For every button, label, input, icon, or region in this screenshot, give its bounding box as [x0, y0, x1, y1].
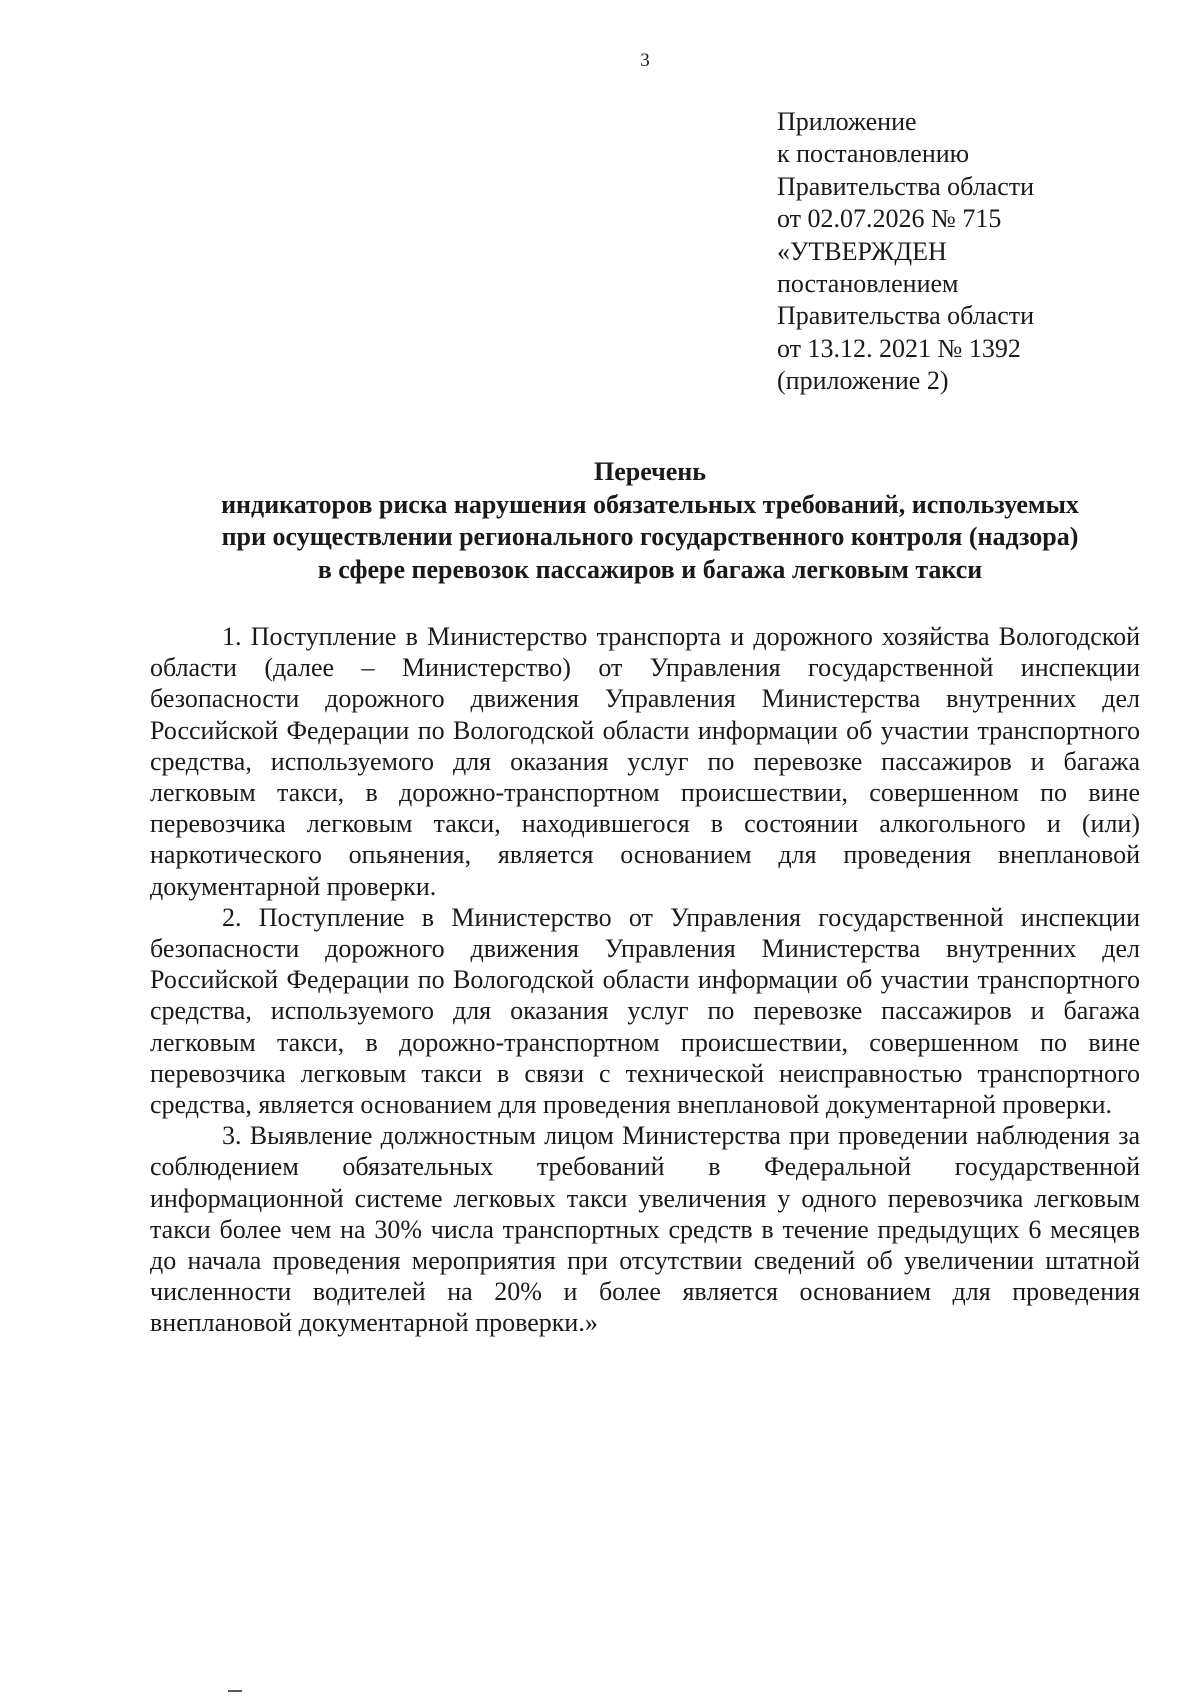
paragraph-2: 2. Поступление в Министерство от Управления государственной инспекции безопасности дорожного движения Управления Министерства внутренних дел Российской Федерации по Вологодской области информации об участии транспортного средства, используемого для оказания услуг по перевозке пассажиров и багажа легковым такси, в дорожно-транспортном происшествии, совершенном по вине перевозчика легковым такси в связи с технической неисправностью транспортного средства, является основанием для проведения внеплановой документарной проверки. [150, 902, 1140, 1120]
title-line: индикаторов риска нарушения обязательных требований, используемых [221, 489, 1079, 519]
appendix-line: от 13.12. 2021 № 1392 [777, 333, 1021, 363]
appendix-line: к постановлению [777, 139, 970, 169]
page-number: 3 [640, 50, 650, 71]
appendix-line: от 02.07.2026 № 715 [777, 204, 1002, 234]
document-body [150, 621, 1140, 1339]
document-title [150, 456, 1150, 586]
appendix-line: Правительства области [777, 171, 1035, 201]
appendix-line: «УТВЕРЖДЕН [777, 236, 947, 266]
appendix-line: Правительства области [777, 301, 1035, 331]
appendix-line: Приложение [777, 107, 917, 136]
appendix-line: постановлением [777, 269, 959, 299]
paragraph-1: 1. Поступление в Министерство транспорта и дорожного хозяйства Вологодской области (далее – Министерство) от Управления государственной инспекции безопасности дорожного движения Управления Министерства внутренних дел Российской Федерации по Вологодской области информации об участии транспортного средства, используемого для оказания услуг по перевозке пассажиров и багажа легковым такси, в дорожно-транспортном происшествии, совершенном по вине перевозчика легковым такси, находившегося в состоянии алкогольного и (или) наркотического опьянения, является основанием для проведения внеплановой документарной проверки. [150, 622, 1140, 901]
title-line: Перечень [593, 457, 707, 486]
title-line: при осуществлении регионального государственного контроля (надзора) [221, 522, 1079, 551]
scan-artifact-mark [228, 1690, 242, 1692]
appendix-approval-block [777, 106, 1034, 398]
title-line: в сфере перевозок пассажиров и багажа легковым такси [317, 554, 983, 584]
paragraph-3: 3. Выявление должностным лицом Министерства при проведении наблюдения за соблюдением обязательных требований в Федеральной государственной информационной системе легковых такси увеличения у одного перевозчика легковым такси более чем на 30% числа транспортных средств в течение предыдущих 6 месяцев до начала проведения мероприятия при отсутствии сведений об увеличении штатной численности водителей на 20% и более является основанием для проведения внеплановой документарной проверки.» [150, 1121, 1140, 1338]
appendix-line: (приложение 2) [777, 366, 949, 396]
